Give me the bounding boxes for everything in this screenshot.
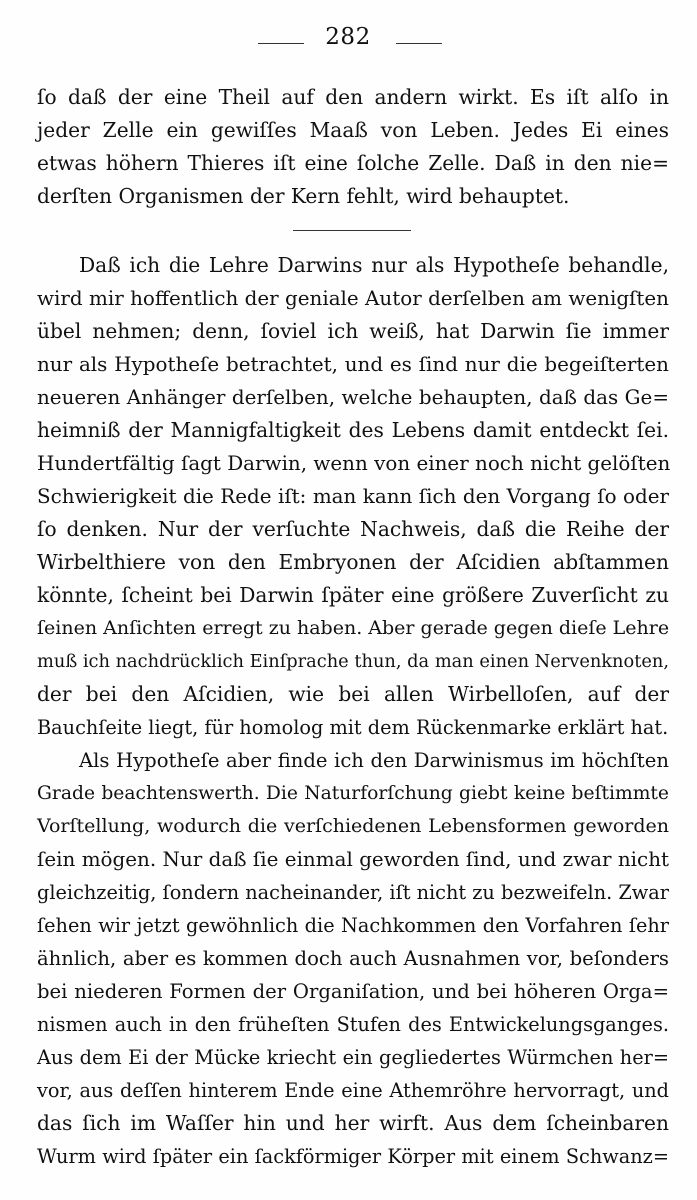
text-line: das ſich im Waſſer hin und her wirft. Aus dem ſcheinbaren [37,1111,669,1135]
text-line: Wirbelthiere von den Embryonen der Aſcidien abſtammen [37,550,669,574]
text-line: ſo denken. Nur der verſuchte Nachweis, daß die Reihe der [37,517,669,541]
text-line: Hundertfältig ſagt Darwin, wenn von einer noch nicht gelöſten [37,452,671,475]
text-line: bei niederen Formen der Organiſation, und bei höheren Orga= [37,980,669,1003]
text-line: muß ich nachdrücklich Einſprache thun, da man einen Nervenknoten, [37,651,669,672]
text-line: Bauchſeite liegt, für homolog mit dem Rückenmarke erklärt hat. [37,716,669,739]
page-header [0,22,697,62]
section-divider [293,230,411,231]
text-line: jeder Zelle ein gewiſſes Maaß von Leben. Jedes Ei eines [37,118,669,142]
header-rule-right [396,43,442,44]
text-line: Daß ich die Lehre Darwins nur als Hypotheſe behandle, [79,253,669,277]
text-line: neueren Anhänger derſelben, welche behaupten, daß das Ge= [37,386,669,409]
text-line: heimniß der Mannigfaltigkeit des Lebens damit entdeckt ſei. [37,418,669,442]
text-line: ſehen wir jetzt gewöhnlich die Nachkommen den Vorfahren ſehr [37,914,669,937]
text-line: Grade beachtenswerth. Die Naturforſchung giebt keine beſtimmte [37,783,669,804]
text-line: übel nehmen; denn, ſoviel ich weiß, hat Darwin ſie immer [37,319,669,343]
text-line: derſten Organismen der Kern fehlt, wird behauptet. [37,184,570,208]
text-line: Als Hypotheſe aber finde ich den Darwinismus im höchſten [79,749,669,772]
text-line: wird mir hoffentlich der geniale Autor derſelben am wenigſten [37,287,669,310]
text-line: ſein mögen. Nur daß ſie einmal geworden ſind, und zwar nicht [37,848,669,871]
text-line: vor, aus deſſen hinterem Ende eine Athemröhre hervorragt, und [37,1079,669,1102]
text-line: Vorſtellung, wodurch die verſchiedenen Lebensformen geworden [37,815,669,837]
text-line: Wurm wird ſpäter ein ſackförmiger Körper mit einem Schwanz= [37,1145,669,1168]
page-number: 282 [325,24,371,50]
text-line: nismen auch in den früheſten Stufen des Entwickelungsganges. [37,1013,669,1036]
text-line: Aus dem Ei der Mücke kriecht ein gegliedertes Würmchen her= [37,1046,669,1069]
header-rule-left [258,43,304,44]
text-line: Schwierigkeit die Rede iſt: man kann ſich den Vorgang ſo oder [37,485,669,508]
text-line: etwas höhern Thieres iſt eine ſolche Zelle. Daß in den nie= [37,151,669,175]
text-line: ſo daß der eine Theil auf den andern wirkt. Es iſt alſo in [37,85,669,109]
text-line: ähnlich, aber es kommen doch auch Ausnahmen vor, beſonders [37,947,669,970]
text-line: ſeinen Anſichten erregt zu haben. Aber gerade gegen dieſe Lehre [37,617,670,639]
text-line: gleichzeitig, ſondern nacheinander, iſt nicht zu bezweifeln. Zwar [37,881,669,904]
text-line: nur als Hypotheſe betrachtet, und es ſind nur die begeiſterten [37,353,669,376]
text-line: der bei den Aſcidien, wie bei allen Wirbelloſen, auf der [37,682,669,706]
text-line: könnte, ſcheint bei Darwin ſpäter eine größere Zuverſicht zu [37,583,669,607]
